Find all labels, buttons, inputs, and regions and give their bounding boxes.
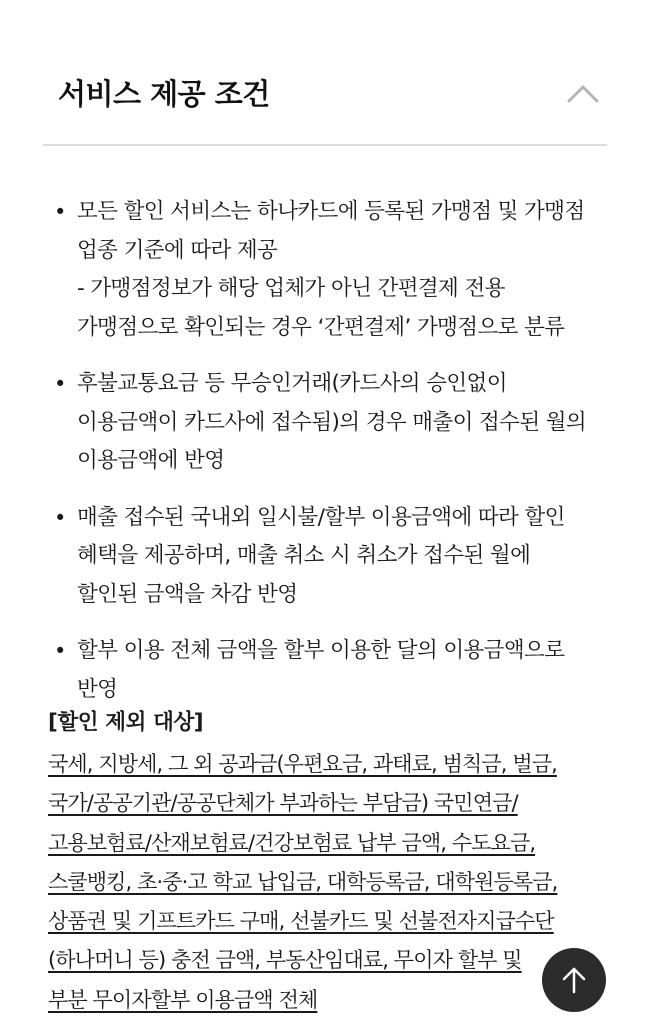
conditions-list: [50, 193, 610, 727]
list-item: [50, 499, 610, 615]
bullet-icon: •: [54, 639, 66, 663]
arrow-up-icon: [559, 965, 589, 995]
condition-text: 할부 이용 전체 금액을 할부 이용한 달의 이용금액으로 반영: [77, 638, 565, 702]
list-item: [50, 365, 610, 481]
condition-text: 후불교통요금 등 무승인거래(카드사의 승인없이 이용금액이 카드사에 접수됨)의 경우 매출이 접수된 월의 이용금액에 반영: [77, 371, 587, 473]
chevron-up-icon[interactable]: [566, 82, 600, 104]
bullet-icon: •: [54, 372, 66, 396]
exclusion-text: 국세, 지방세, 그 외 공과금(우편요금, 과태료, 범칙금, 벌금, 국가/공공기관/공공단체가 부과하는 부담금) 국민연금/ 고용보험료/산재보험료/건강보험료 납부 금액, 수도요금, 스쿨뱅킹, 초·중·고 학교 납입금, 대학등록금, 대학원등록금, 상품권 및 기프트카드 구매, 선불카드 및 선불전자지급수단 (하나머니 등) 충전 금액, 부동산임대료, 무이자 할부 및 부분 무이자할부 이용금액 전체: [48, 752, 558, 1012]
bullet-icon: •: [54, 200, 66, 224]
section-title: 서비스 제공 조건: [58, 77, 270, 111]
scroll-to-top-button[interactable]: [542, 948, 606, 1012]
section-header[interactable]: [43, 0, 607, 146]
condition-text: 모든 할인 서비스는 하나카드에 등록된 가맹점 및 가맹점 업종 기준에 따라 제공 - 가맹점정보가 해당 업체가 아닌 간편결제 전용 가맹점으로 확인되는 경우 ‘간편결제’ 가맹점으로 분류: [77, 199, 585, 340]
bullet-icon: •: [54, 505, 66, 530]
exclusion-title: [할인 제외 대상]: [48, 710, 204, 735]
list-item: [50, 632, 610, 709]
list-item: [50, 193, 610, 347]
condition-text: 매출 접수된 국내외 일시불/할부 이용금액에 따라 할인 혜택을 제공하며, 매출 취소 시 취소가 접수된 월에 할인된 금액을 차감 반영: [77, 504, 565, 607]
